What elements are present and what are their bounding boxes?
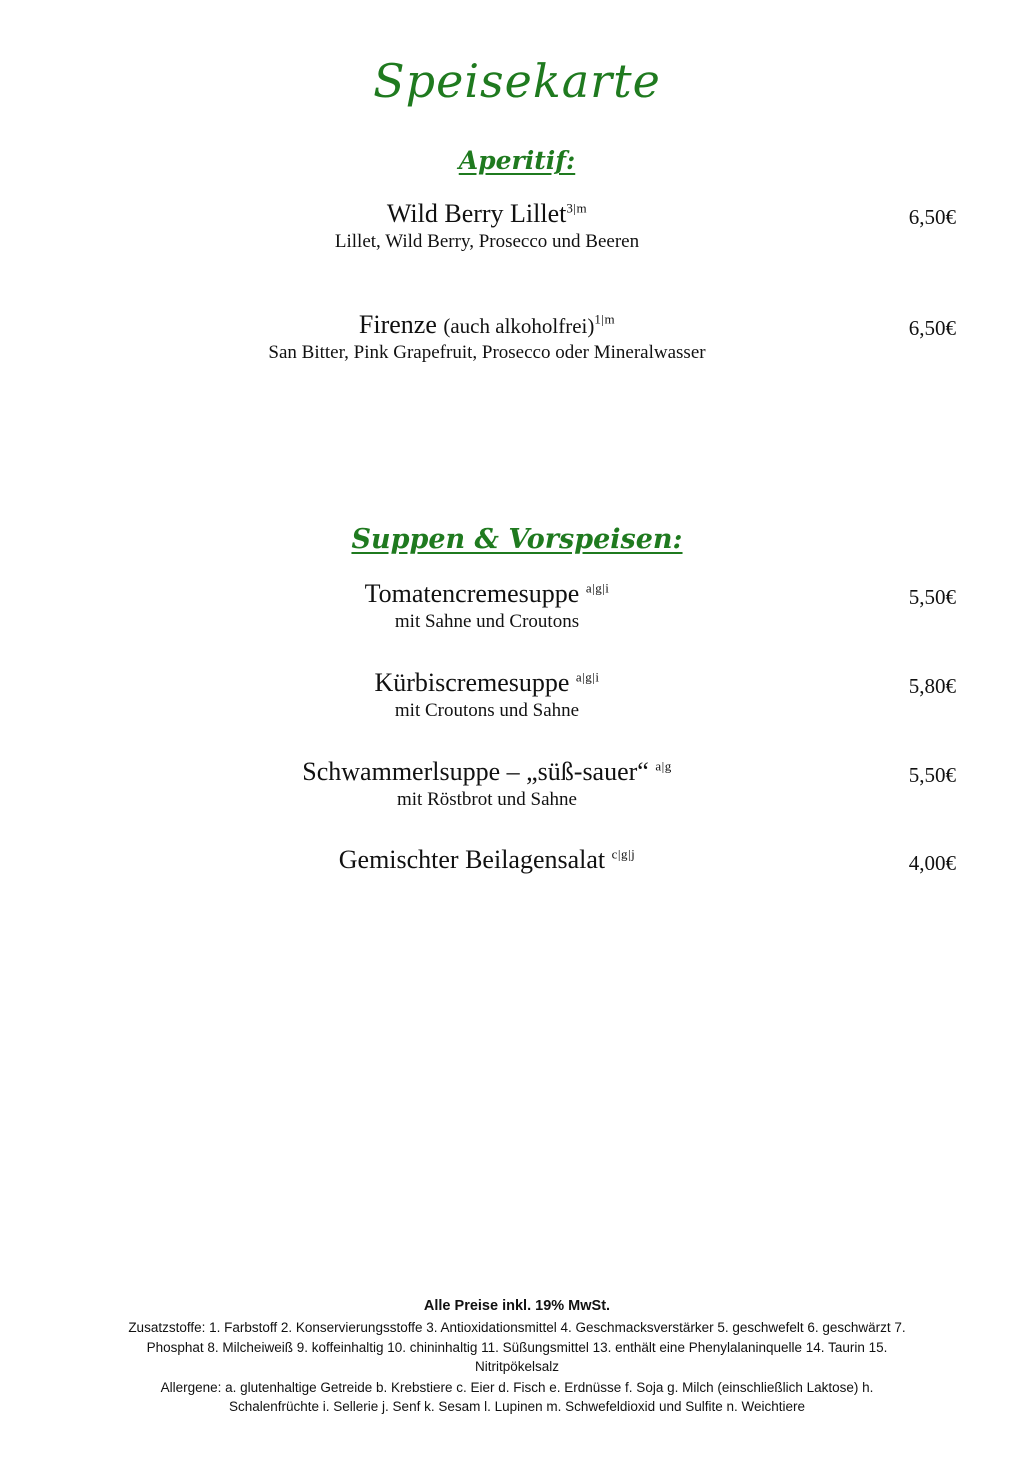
section-suppen-vorspeisen xyxy=(0,526,1034,875)
menu-item-price: 5,50€ xyxy=(908,762,956,787)
suppen-item-list xyxy=(0,579,1034,875)
menu-item-price: 5,50€ xyxy=(908,585,956,610)
menu-item-name-line xyxy=(90,668,884,698)
menu-item-note: (auch alkoholfrei) xyxy=(443,313,595,338)
menu-item-name: Kürbiscremesuppe xyxy=(374,668,570,698)
menu-item-description: San Bitter, Pink Grapefruit, Prosecco oder Mineralwasser xyxy=(268,341,706,363)
menu-item-name-line xyxy=(90,845,884,875)
menu-item xyxy=(0,668,1034,723)
menu-item-superscript: 1|m xyxy=(594,311,616,327)
menu-item-superscript: c|g|j xyxy=(611,846,636,862)
aperitif-item-list xyxy=(0,199,1034,364)
menu-item-description: mit Croutons und Sahne xyxy=(394,699,580,721)
additives-list: Zusatzstoffe: 1. Farbstoff 2. Konservierungsstoffe 3. Antioxidationsmittel 4. Geschmacksverstärker 5. geschwefelt 6. geschwärzt 7. Phosphat 8. Milcheiweiß 9. koffeinhaltig 10. chininhaltig 11. Süßungsmittel 13. enthält eine Phenylalaninquelle 14. Taurin 15. Nitritpökelsalz xyxy=(128,1320,906,1375)
menu-item-main xyxy=(0,579,1034,634)
menu-item-superscript: 3|m xyxy=(566,200,588,216)
menu-item-superscript: a|g xyxy=(655,758,672,774)
menu-item-main xyxy=(0,199,1034,254)
menu-item-name-line xyxy=(90,757,884,787)
menu-item-price: 6,50€ xyxy=(908,315,956,340)
menu-item-description: mit Röstbrot und Sahne xyxy=(397,788,577,810)
allergens-list: Allergene: a. glutenhaltige Getreide b. Krebstiere c. Eier d. Fisch e. Erdnüsse f. Soja g. Milch (einschließlich Laktose) h. Schalenfrüchte i. Sellerie j. Senf k. Sesam l. Lupinen m. Schwefeldioxid und Sulfite n. Weichtiere xyxy=(160,1379,874,1415)
menu-item xyxy=(0,310,1034,365)
menu-item-name: Wild Berry Lillet xyxy=(386,199,567,228)
menu-item xyxy=(0,757,1034,812)
menu-item-description: mit Sahne und Croutons xyxy=(394,611,580,633)
menu-item-price: 4,00€ xyxy=(908,851,956,876)
menu-item-main xyxy=(0,668,1034,723)
section-aperitif xyxy=(0,104,1034,364)
menu-item-superscript: a|g|i xyxy=(585,580,610,596)
menu-item-name: Schwammerlsuppe – „süß-sauer“ xyxy=(302,756,649,786)
menu-item-name: Gemischter Beilagensalat xyxy=(338,845,606,875)
menu-item xyxy=(0,199,1034,254)
menu-item-main xyxy=(0,845,1034,875)
menu-item-name: Tomatencremesuppe xyxy=(364,579,580,609)
vat-notice: Alle Preise inkl. 19% MwSt. xyxy=(423,1298,611,1315)
section-heading-aperitif: Aperitif: xyxy=(458,146,576,175)
menu-item-name-line xyxy=(90,579,884,609)
menu-item-name-line xyxy=(90,199,884,229)
menu-item-main xyxy=(0,757,1034,812)
menu-item-name-line xyxy=(90,310,884,340)
section-gap xyxy=(0,398,1034,526)
section-heading-suppen: Suppen & Vorspeisen: xyxy=(351,524,683,556)
menu-item-price: 6,50€ xyxy=(908,205,956,229)
page-title: Speisekarte xyxy=(373,54,661,108)
menu-item xyxy=(0,845,1034,875)
menu-item-main xyxy=(0,310,1034,365)
menu-item-price: 5,80€ xyxy=(908,674,956,699)
footer-legal-notes xyxy=(0,1296,1034,1418)
spacer xyxy=(0,288,1034,310)
menu-item xyxy=(0,579,1034,634)
menu-item-description: Lillet, Wild Berry, Prosecco und Beeren xyxy=(334,230,640,252)
menu-item-superscript: a|g|i xyxy=(575,669,600,685)
menu-item-name: Firenze xyxy=(358,309,437,339)
